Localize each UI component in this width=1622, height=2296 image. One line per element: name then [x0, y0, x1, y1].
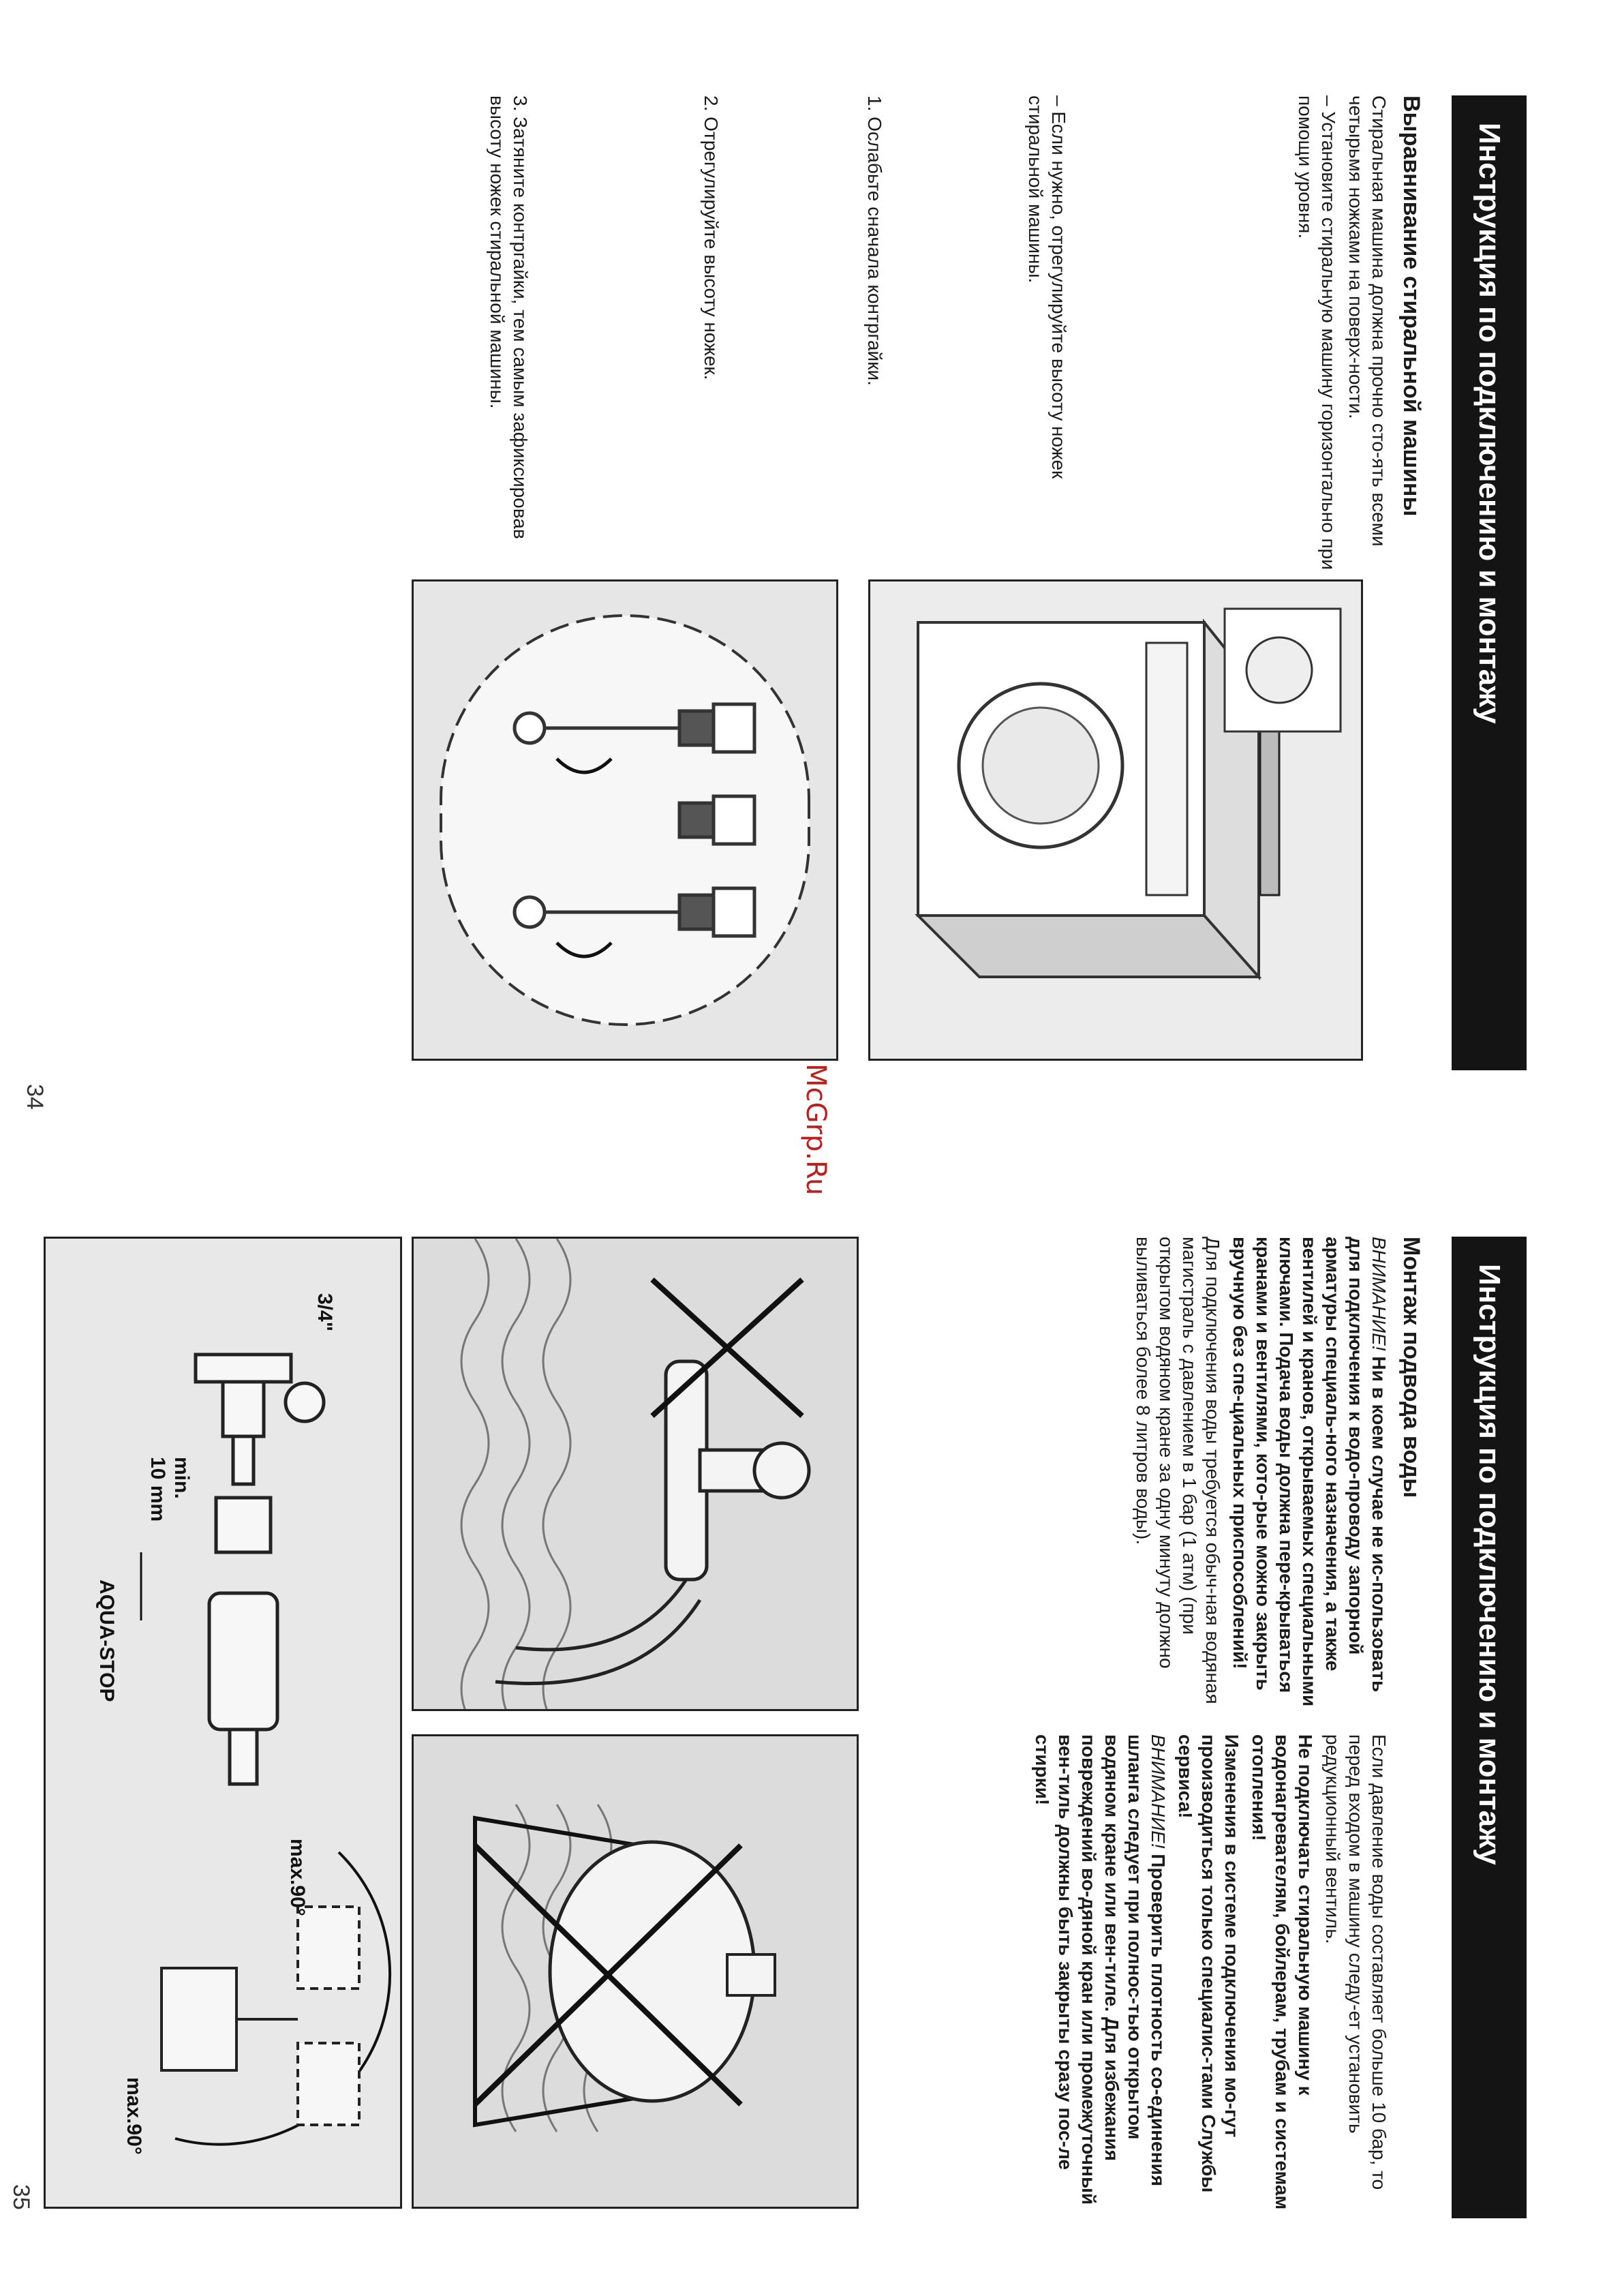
watermark: McGrp.Ru [800, 1063, 831, 1196]
changes-paragraph: Изменения в системе подключения мо-гут производиться только специалис-тами Службы сервиса! [1175, 1734, 1242, 2193]
warning2-paragraph [1030, 1734, 1169, 2211]
feet-adjust-figure [412, 579, 838, 1061]
page-35 [0, 1148, 1622, 2296]
thread-size-label: 3/4" [313, 1293, 336, 1331]
warning-paragraph [1228, 1237, 1390, 1707]
max-angle-label-2: max.90° [123, 2077, 145, 2155]
right-col-2 [1026, 1734, 1390, 2211]
step-1: 1. Ослабьте сначала контргайки. [864, 95, 885, 386]
right-col-1 [1127, 1237, 1390, 1707]
page-number-35: 35 [8, 2184, 34, 2210]
warning-text: Ни в коем случае не ис-пользовать для подключения к водо-проводу запорной арматуры специаль-ного назначения, а также вентилей и кранов, открываемых специальными ключами. Подача воды должна пере-крываться кранами и вентилями, кото-рые можно закрыть вручную без спе-циальных приспособлений! [1229, 1237, 1390, 1707]
page-header: Инструкция по подключению и монтажу [1452, 95, 1527, 1070]
faucet-icon [414, 1239, 857, 1709]
aquastop-connection-figure [44, 1237, 402, 2209]
warning2-text: Проверить плотность со-единения шланга следует при полнос-тью открытом водяном кране или вен-тиле. Для избежания повреждений во-дяной кран или промежуточный вен-тиль должны быть закрыты сразу пос-ле стирки! [1032, 1734, 1169, 2205]
warning-label: ВНИМАНИЕ! [1368, 1237, 1390, 1351]
intro-text: Стиральная машина должна прочно сто-ять всеми четырьмя ножками на поверх-ности. [1345, 95, 1390, 547]
wrench-icon [414, 581, 836, 1059]
step-2: 2. Отрегулируйте высоту ножек. [701, 95, 722, 380]
bullet-level: – Установите стиральную машину горизонтально при помощи уровня. [1295, 95, 1339, 570]
boiler-icon [414, 1736, 857, 2207]
faucet-crossed-figure [412, 1237, 859, 1711]
bullet-adjust-text: Если нужно, отрегулируйте высоту ножек стиральной машины. [1025, 95, 1069, 479]
page-header-right: Инструкция по подключению и монтажу [1452, 1237, 1527, 2218]
water-heater-crossed-figure [412, 1734, 859, 2209]
washing-machine-icon [870, 581, 1361, 1059]
bullet-adjust: – Если нужно, отрегулируйте высоту ножек стиральной машины. [1025, 95, 1069, 479]
bullet-level-text: Установите стиральную машину горизонтально при помощи уровня. [1295, 95, 1339, 570]
min-value-label: 10 mm [147, 1457, 169, 1522]
pressure-paragraph: Для подключения воды требуется обыч-ная водяная магистраль с давлением в 1 бар (1 атм) (при открытом водяном кране за одну минуту должно выливаться более 8 литров воды). [1133, 1237, 1223, 1704]
warning2-label: ВНИМАНИЕ! [1148, 1734, 1169, 1849]
section-title: Выравнивание стиральной машины [1398, 95, 1424, 517]
washing-machine-level-figure [868, 579, 1363, 1061]
tap-connection-icon [46, 1239, 400, 2207]
no-connect-paragraph: Не подключать стиральную машину к водонагревателям, бойлерам, трубам и системам отопления! [1249, 1734, 1316, 2210]
section-title-right: Монтаж подвода воды [1398, 1237, 1424, 1498]
max-angle-label-1: max.90° [286, 1839, 309, 1916]
pressure-paragraph-2: Если давление воды составляет больше 10 бар, то перед входом в машину следу-ет установить редукционный вентиль. [1322, 1734, 1390, 2190]
min-label: min. [170, 1457, 193, 1499]
page-number-34: 34 [22, 1084, 48, 1110]
step-3: 3. Затяните контргайки, тем самым зафиксировав высоту ножек стиральной машины. [487, 95, 531, 539]
aquastop-label: AQUA-STOP [95, 1580, 118, 1702]
left-text-column [1289, 95, 1390, 586]
